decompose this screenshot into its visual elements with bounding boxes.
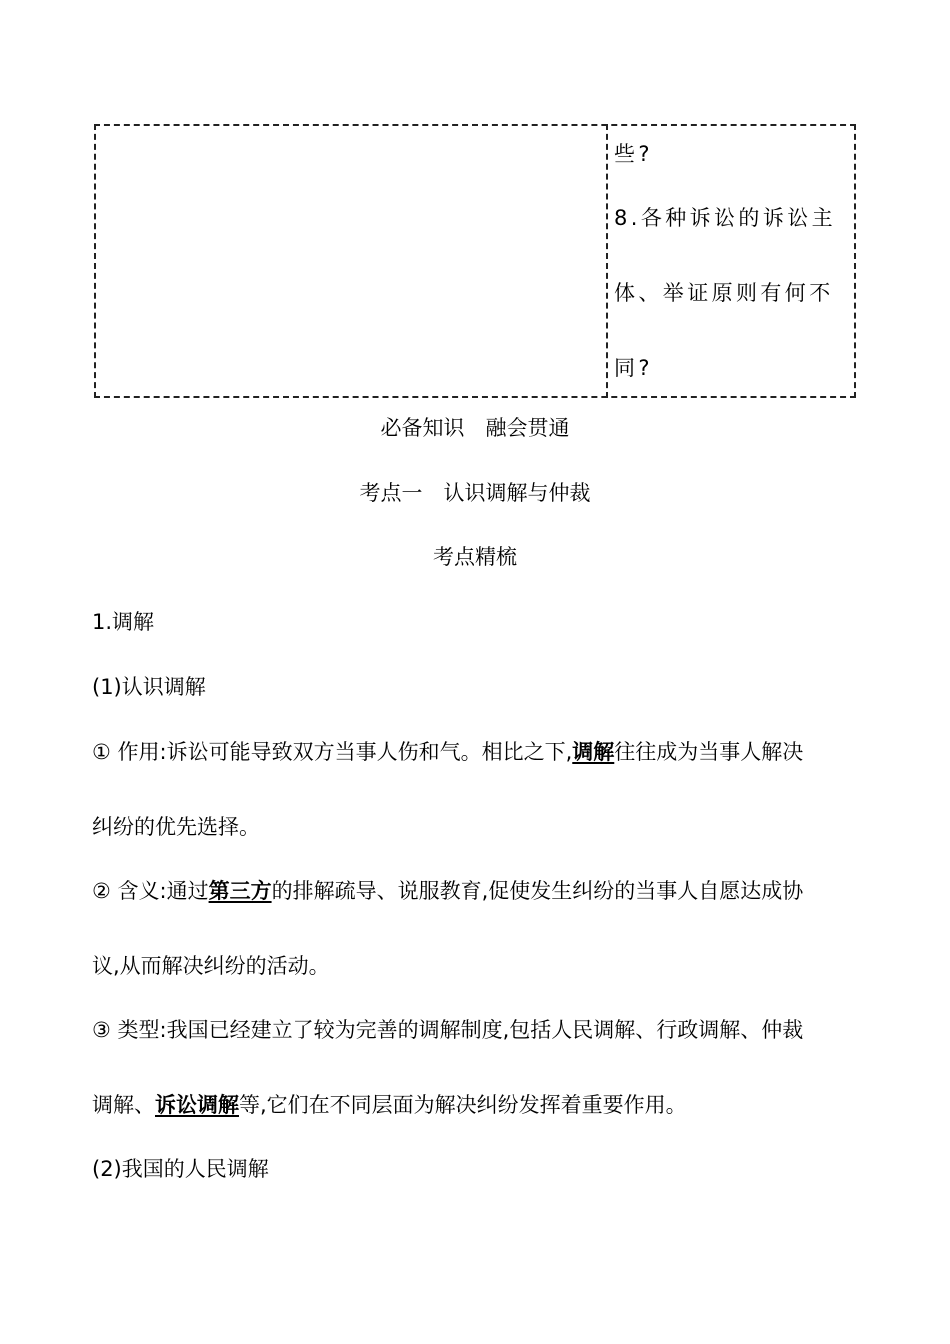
keyword-mediation: 调解 <box>572 740 615 764</box>
types-cont-prefix: 调解、 <box>92 1093 155 1117</box>
meaning-text-suffix: 的排解疏导、说服教育,促使发生纠纷的当事人自愿达成协 <box>271 879 804 903</box>
box-text-line-4: 同? <box>614 356 653 380</box>
box-text-line-2: 8.各种诉讼的诉讼主 <box>614 206 837 230</box>
keyword-third-party: 第三方 <box>208 879 272 903</box>
paragraph-types: ③ 类型:我国已经建立了较为完善的调解制度,包括人民调解、行政调解、仲裁 <box>92 1018 804 1042</box>
paragraph-meaning <box>92 875 803 905</box>
section-heading: 必备知识 融会贯通 <box>380 416 570 440</box>
keyword-litigation-mediation: 诉讼调解 <box>155 1093 239 1117</box>
box-text-line-1: 些? <box>614 142 653 166</box>
topic-heading: 考点一 认识调解与仲裁 <box>359 481 591 505</box>
paragraph-meaning-cont: 议,从而解决纠纷的活动。 <box>92 954 330 978</box>
box-text-line-3: 体、举证原则有何不 <box>614 281 834 305</box>
paragraph-function <box>92 736 803 766</box>
paragraph-function-cont: 纠纷的优先选择。 <box>92 815 260 839</box>
meaning-text-prefix: ② 含义:通过 <box>92 879 209 903</box>
subtopic-heading: 考点精梳 <box>433 545 517 569</box>
types-cont-suffix: 等,它们在不同层面为解决纠纷发挥着重要作用。 <box>239 1093 687 1117</box>
function-text-prefix: ① 作用:诉讼可能导致双方当事人伤和气。相比之下, <box>92 740 573 764</box>
paragraph-mediation-title: 1.调解 <box>92 610 155 634</box>
paragraph-know-mediation: (1)认识调解 <box>92 675 206 699</box>
paragraph-peoples-mediation: (2)我国的人民调解 <box>92 1157 269 1181</box>
function-text-suffix: 往往成为当事人解决 <box>614 740 804 764</box>
paragraph-types-cont <box>92 1089 687 1119</box>
box-column-divider <box>606 124 608 398</box>
